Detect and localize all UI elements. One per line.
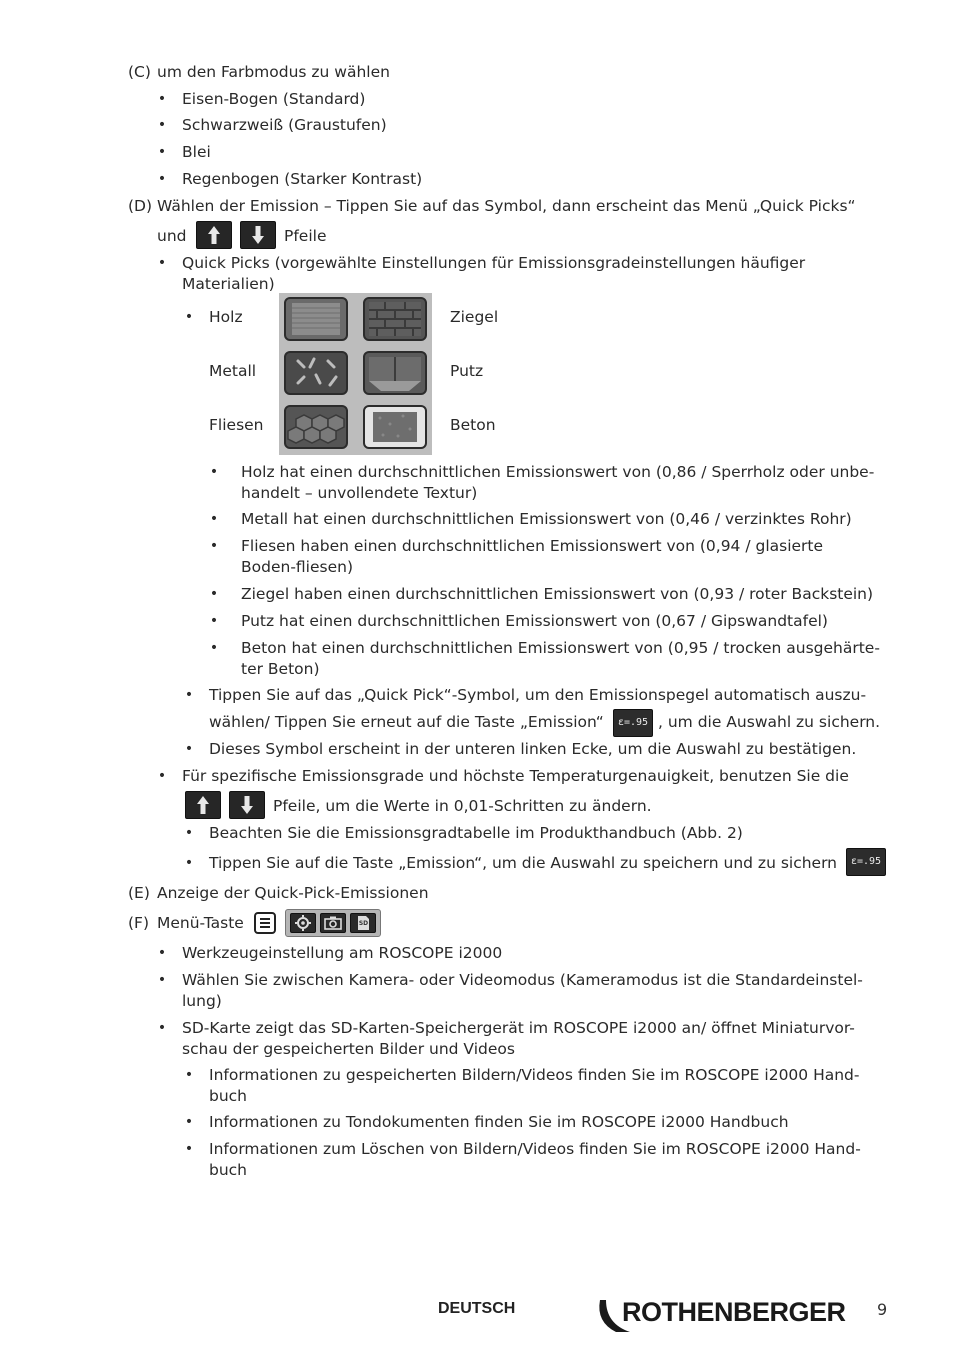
arrow-up-icon[interactable]: [185, 791, 221, 819]
page-number: 9: [877, 1300, 888, 1319]
bullet: •: [157, 972, 167, 988]
brick-tile-icon[interactable]: [363, 297, 427, 341]
arrow-down-icon[interactable]: [229, 791, 265, 819]
footer-language: DEUTSCH: [438, 1300, 516, 1317]
menu-item: SD-Karte zeigt das SD-Karten-Speichergerät im ROSCOPE i2000 an/ öffnet Miniaturvor-schau der gespeicherten Bilder und Videos: [182, 1019, 855, 1058]
label-fliesen: Fliesen: [209, 416, 264, 434]
bullet: •: [209, 613, 219, 629]
bullet: •: [184, 1067, 194, 1083]
menu-sub-item: Informationen zum Löschen von Bildern/Videos finden Sie im ROSCOPE i2000 Hand-buch: [209, 1140, 861, 1179]
menu-sub-item: Informationen zu gespeicherten Bildern/Videos finden Sie im ROSCOPE i2000 Hand-buch: [209, 1066, 860, 1105]
list-item: Schwarzweiß (Graustufen): [182, 116, 387, 134]
section-d-und: und: [157, 227, 187, 245]
tiles-tile-icon[interactable]: [284, 405, 348, 449]
bullet: •: [157, 255, 167, 271]
emiss-beton: Beton hat einen durchschnittlichen Emissionswert von (0,95 / trocken ausgehärte-ter Beton): [241, 639, 880, 678]
emiss-holz: Holz hat einen durchschnittlichen Emissionswert von (0,86 / Sperrholz oder unbe-handelt – unvollendete Textur): [241, 463, 875, 502]
brand-logo: [594, 1296, 846, 1336]
section-f-marker: (F): [128, 914, 150, 932]
section-d-text: Wählen der Emission – Tippen Sie auf das Symbol, dann erscheint das Menü „Quick Picks“: [157, 197, 856, 215]
bullet: •: [184, 825, 194, 841]
plaster-tile-icon[interactable]: [363, 351, 427, 395]
section-f-text: Menü-Taste: [157, 914, 244, 932]
bullet: •: [184, 1141, 194, 1157]
list-item: Regenbogen (Starker Kontrast): [182, 170, 423, 188]
emiss-fliesen: Fliesen haben einen durchschnittlichen Emissionswert von (0,94 / glasierte Boden-fliesen): [241, 537, 824, 576]
menu-item: Wählen Sie zwischen Kamera- oder Videomodus (Kameramodus ist die Standardeinstel-lung): [182, 971, 863, 1010]
section-e-text: Anzeige der Quick-Pick-Emissionen: [157, 884, 429, 902]
arrow-down-icon[interactable]: [240, 221, 276, 249]
arrow-up-icon[interactable]: [196, 221, 232, 249]
bullet: •: [184, 687, 194, 703]
bullet: •: [209, 640, 219, 656]
emiss-ziegel: Ziegel haben einen durchschnittlichen Emissionswert von (0,93 / roter Backstein): [241, 585, 874, 603]
section-d-marker: (D): [128, 197, 153, 215]
metal-tile-icon[interactable]: [284, 351, 348, 395]
bullet: •: [157, 945, 167, 961]
label-beton: Beton: [450, 416, 496, 434]
bullet: •: [157, 117, 167, 133]
tip1-line-c: , um die Auswahl zu sichern.: [658, 713, 881, 731]
bullet: •: [157, 171, 167, 187]
tip2: Dieses Symbol erscheint in der unteren linken Ecke, um die Auswahl zu bestätigen.: [209, 740, 857, 758]
emiss-metall: Metall hat einen durchschnittlichen Emissionswert von (0,46 / verzinktes Rohr): [241, 510, 852, 528]
emission-icon[interactable]: ε=.95: [846, 848, 886, 876]
list-item: Blei: [182, 143, 211, 161]
list-item: Eisen-Bogen (Standard): [182, 90, 366, 108]
label-holz: Holz: [209, 308, 243, 326]
sd-label: SD: [358, 920, 369, 927]
section-c-text: um den Farbmodus zu wählen: [157, 63, 390, 81]
emission-icon[interactable]: ε=.95: [613, 709, 653, 737]
bullet: •: [184, 855, 194, 871]
brand-name: ROTHENBERGER: [622, 1297, 846, 1327]
quick-picks-panel: [279, 293, 432, 455]
spec-sub-2: Tippen Sie auf die Taste „Emission“, um die Auswahl zu speichern und zu sichern: [209, 854, 838, 872]
spec-sub-1: Beachten Sie die Emissionsgradtabelle im Produkthandbuch (Abb. 2): [209, 824, 743, 842]
bullet: •: [157, 144, 167, 160]
bullet: •: [209, 586, 219, 602]
wood-tile-icon[interactable]: [284, 297, 348, 341]
label-putz: Putz: [450, 362, 484, 380]
menu-icon[interactable]: [254, 912, 276, 934]
gear-icon[interactable]: [290, 913, 316, 933]
label-metall: Metall: [209, 362, 257, 380]
sd-card-icon[interactable]: [350, 913, 376, 933]
menu-item: Werkzeugeinstellung am ROSCOPE i2000: [182, 944, 503, 962]
bullet: •: [157, 1020, 167, 1036]
tip1-line-a: Tippen Sie auf das „Quick Pick“-Symbol, um den Emissionspegel automatisch auszu-: [209, 686, 867, 704]
bullet: •: [209, 511, 219, 527]
section-e-marker: (E): [128, 884, 150, 902]
section-d-pfeile: Pfeile: [284, 227, 327, 245]
concrete-tile-icon[interactable]: [363, 405, 427, 449]
bullet: •: [157, 91, 167, 107]
bullet: •: [157, 768, 167, 784]
camera-icon[interactable]: [320, 913, 346, 933]
quickpicks-text: Quick Picks (vorgewählte Einstellungen für Emissionsgradeinstellungen häufiger Materialien): [182, 254, 806, 293]
bullet: •: [184, 741, 194, 757]
tip1-line-b: wählen/ Tippen Sie erneut auf die Taste „Emission“: [209, 713, 604, 731]
menu-toolbar: [285, 909, 381, 937]
spec-line-b: Pfeile, um die Werte in 0,01-Schritten zu ändern.: [273, 797, 652, 815]
spec-line-a: Für spezifische Emissionsgrade und höchste Temperaturgenauigkeit, benutzen Sie die: [182, 767, 849, 785]
bullet: •: [184, 309, 194, 325]
bullet: •: [209, 464, 219, 480]
section-c-marker: (C): [128, 63, 151, 81]
emiss-putz: Putz hat einen durchschnittlichen Emissionswert von (0,67 / Gipswandtafel): [241, 612, 828, 630]
bullet: •: [184, 1114, 194, 1130]
menu-sub-item: Informationen zu Tondokumenten finden Sie im ROSCOPE i2000 Handbuch: [209, 1113, 789, 1131]
label-ziegel: Ziegel: [450, 308, 499, 326]
bullet: •: [209, 538, 219, 554]
